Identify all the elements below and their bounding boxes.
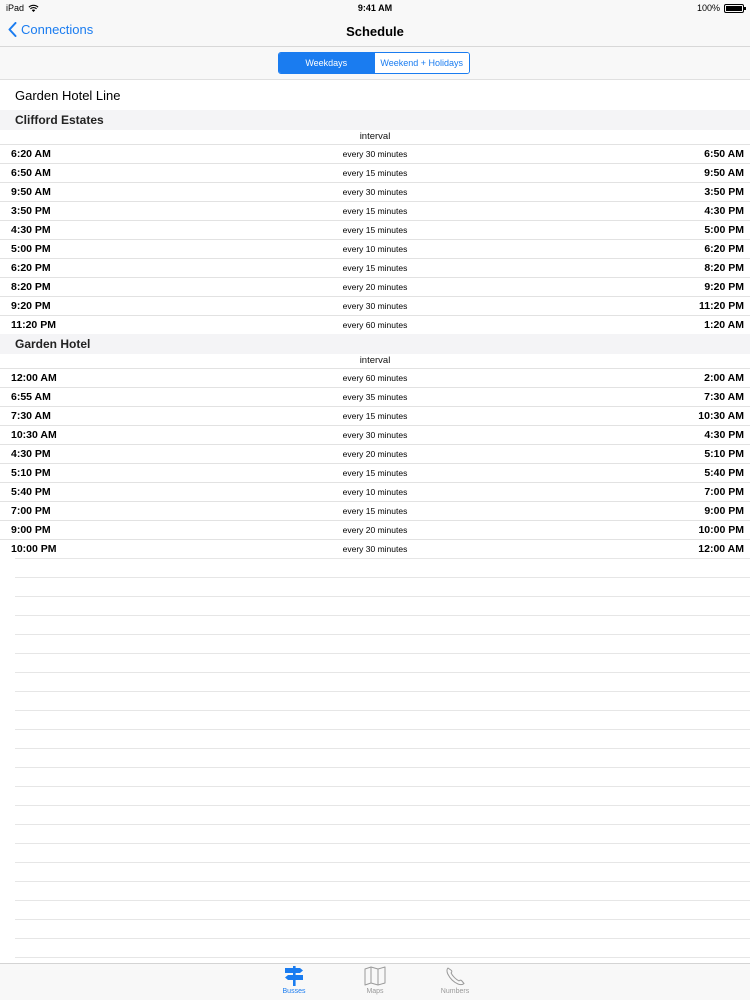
start-time: 6:50 AM [11,167,51,179]
schedule-row[interactable] [0,501,750,520]
interval-text: every 20 minutes [342,449,408,459]
interval-text: every 15 minutes [342,506,408,516]
interval-text: every 15 minutes [342,225,408,235]
empty-row-separator [15,558,750,577]
schedule-row[interactable] [0,539,750,558]
section-header: Clifford Estates [0,110,750,130]
empty-row-separator [15,843,750,862]
start-time: 12:00 AM [11,372,57,384]
empty-row-separator [15,938,750,957]
schedule-row[interactable] [0,425,750,444]
start-time: 5:40 PM [11,486,51,498]
tab-maps[interactable] [340,966,410,995]
status-bar [0,0,750,16]
interval-text: every 30 minutes [342,187,408,197]
empty-row-separator [15,691,750,710]
empty-row-separator [15,615,750,634]
empty-row-separator [15,824,750,843]
start-time: 8:20 PM [11,281,51,293]
start-time: 6:55 AM [11,391,51,403]
empty-row-separator [15,748,750,767]
interval-text: every 30 minutes [342,301,408,311]
schedule-row[interactable] [0,277,750,296]
end-time: 5:40 PM [704,467,744,479]
end-time: 5:10 PM [704,448,744,460]
start-time: 9:50 AM [11,186,51,198]
page-title: Schedule [346,24,404,39]
interval-text: every 30 minutes [342,149,408,159]
empty-row-separator [15,710,750,729]
end-time: 4:30 PM [704,205,744,217]
empty-row-separator [15,653,750,672]
tab-maps-label: Maps [366,988,384,995]
segment-bar [0,47,750,80]
interval-text: every 35 minutes [342,392,408,402]
empty-row-separator [15,596,750,615]
interval-text: every 15 minutes [342,468,408,478]
schedule-row[interactable] [0,182,750,201]
device-label: iPad [6,3,25,13]
end-time: 1:20 AM [704,319,744,331]
empty-row-separator [15,919,750,938]
end-time: 7:00 PM [704,486,744,498]
start-time: 4:30 PM [11,448,51,460]
end-time: 2:00 AM [704,372,744,384]
back-button-label: Connections [21,22,94,37]
empty-row-separator [15,805,750,824]
map-icon [364,966,386,986]
interval-column-label: interval [359,131,391,142]
start-time: 9:00 PM [11,524,51,536]
start-time: 5:00 PM [11,243,51,255]
start-time: 3:50 PM [11,205,51,217]
schedule-row[interactable] [0,387,750,406]
empty-row-separator [15,786,750,805]
end-time: 3:50 PM [704,186,744,198]
start-time: 10:30 AM [11,429,57,441]
schedule-row[interactable] [0,258,750,277]
interval-text: every 20 minutes [342,282,408,292]
tab-numbers[interactable] [420,966,490,995]
tab-busses-label: Busses [282,988,306,995]
tab-numbers-label: Numbers [440,988,470,995]
section-header: Garden Hotel [0,334,750,354]
signpost-icon [283,966,305,986]
schedule-row[interactable] [0,368,750,387]
end-time: 5:00 PM [704,224,744,236]
interval-text: every 60 minutes [342,373,408,383]
end-time: 9:50 AM [704,167,744,179]
empty-row-separator [15,729,750,748]
end-time: 9:00 PM [704,505,744,517]
schedule-row[interactable] [0,296,750,315]
status-time: 9:41 AM [357,3,393,13]
schedule-row[interactable] [0,201,750,220]
start-time: 10:00 PM [11,543,57,555]
empty-row-separator [15,767,750,786]
navigation-bar [0,16,750,47]
schedule-row[interactable] [0,163,750,182]
start-time: 6:20 AM [11,148,51,160]
end-time: 9:20 PM [704,281,744,293]
end-time: 7:30 AM [704,391,744,403]
interval-column-label: interval [359,355,391,366]
schedule-row[interactable] [0,220,750,239]
empty-row-separator [15,900,750,919]
empty-row-separator [15,672,750,691]
schedule-row[interactable] [0,315,750,334]
empty-row-separator [15,577,750,596]
segment-weekend-holidays[interactable]: Weekend + Holidays [374,53,470,73]
schedule-row[interactable] [0,406,750,425]
start-time: 11:20 PM [11,319,56,331]
interval-text: every 15 minutes [342,168,408,178]
end-time: 12:00 AM [698,543,744,555]
battery-icon [724,4,744,13]
schedule-row[interactable] [0,444,750,463]
line-title: Garden Hotel Line [15,87,121,103]
interval-text: every 30 minutes [342,430,408,440]
empty-row-separator [15,634,750,653]
interval-text: every 10 minutes [342,487,408,497]
schedule-table[interactable] [0,80,750,963]
battery-percent: 100% [696,3,720,13]
end-time: 10:30 AM [698,410,744,422]
start-time: 6:20 PM [11,262,51,274]
end-time: 4:30 PM [704,429,744,441]
schedule-row[interactable] [0,482,750,501]
end-time: 8:20 PM [704,262,744,274]
schedule-row[interactable] [0,144,750,163]
start-time: 7:00 PM [11,505,51,517]
interval-text: every 20 minutes [342,525,408,535]
schedule-row[interactable] [0,239,750,258]
empty-row-separator [15,881,750,900]
end-time: 6:20 PM [704,243,744,255]
schedule-row[interactable] [0,463,750,482]
schedule-type-segmented-control [278,52,470,74]
end-time: 11:20 PM [699,300,744,312]
interval-text: every 10 minutes [342,244,408,254]
schedule-row[interactable] [0,520,750,539]
segment-weekdays[interactable]: Weekdays [279,53,374,73]
interval-text: every 60 minutes [342,320,408,330]
interval-text: every 15 minutes [342,263,408,273]
tab-bar [0,963,750,1000]
start-time: 5:10 PM [11,467,51,479]
phone-icon [444,966,466,986]
start-time: 4:30 PM [11,224,51,236]
empty-row-separator [15,862,750,881]
start-time: 9:20 PM [11,300,51,312]
interval-text: every 15 minutes [342,206,408,216]
interval-text: every 15 minutes [342,411,408,421]
end-time: 10:00 PM [698,524,744,536]
tab-busses[interactable] [259,966,329,995]
end-time: 6:50 AM [704,148,744,160]
interval-text: every 30 minutes [342,544,408,554]
start-time: 7:30 AM [11,410,51,422]
